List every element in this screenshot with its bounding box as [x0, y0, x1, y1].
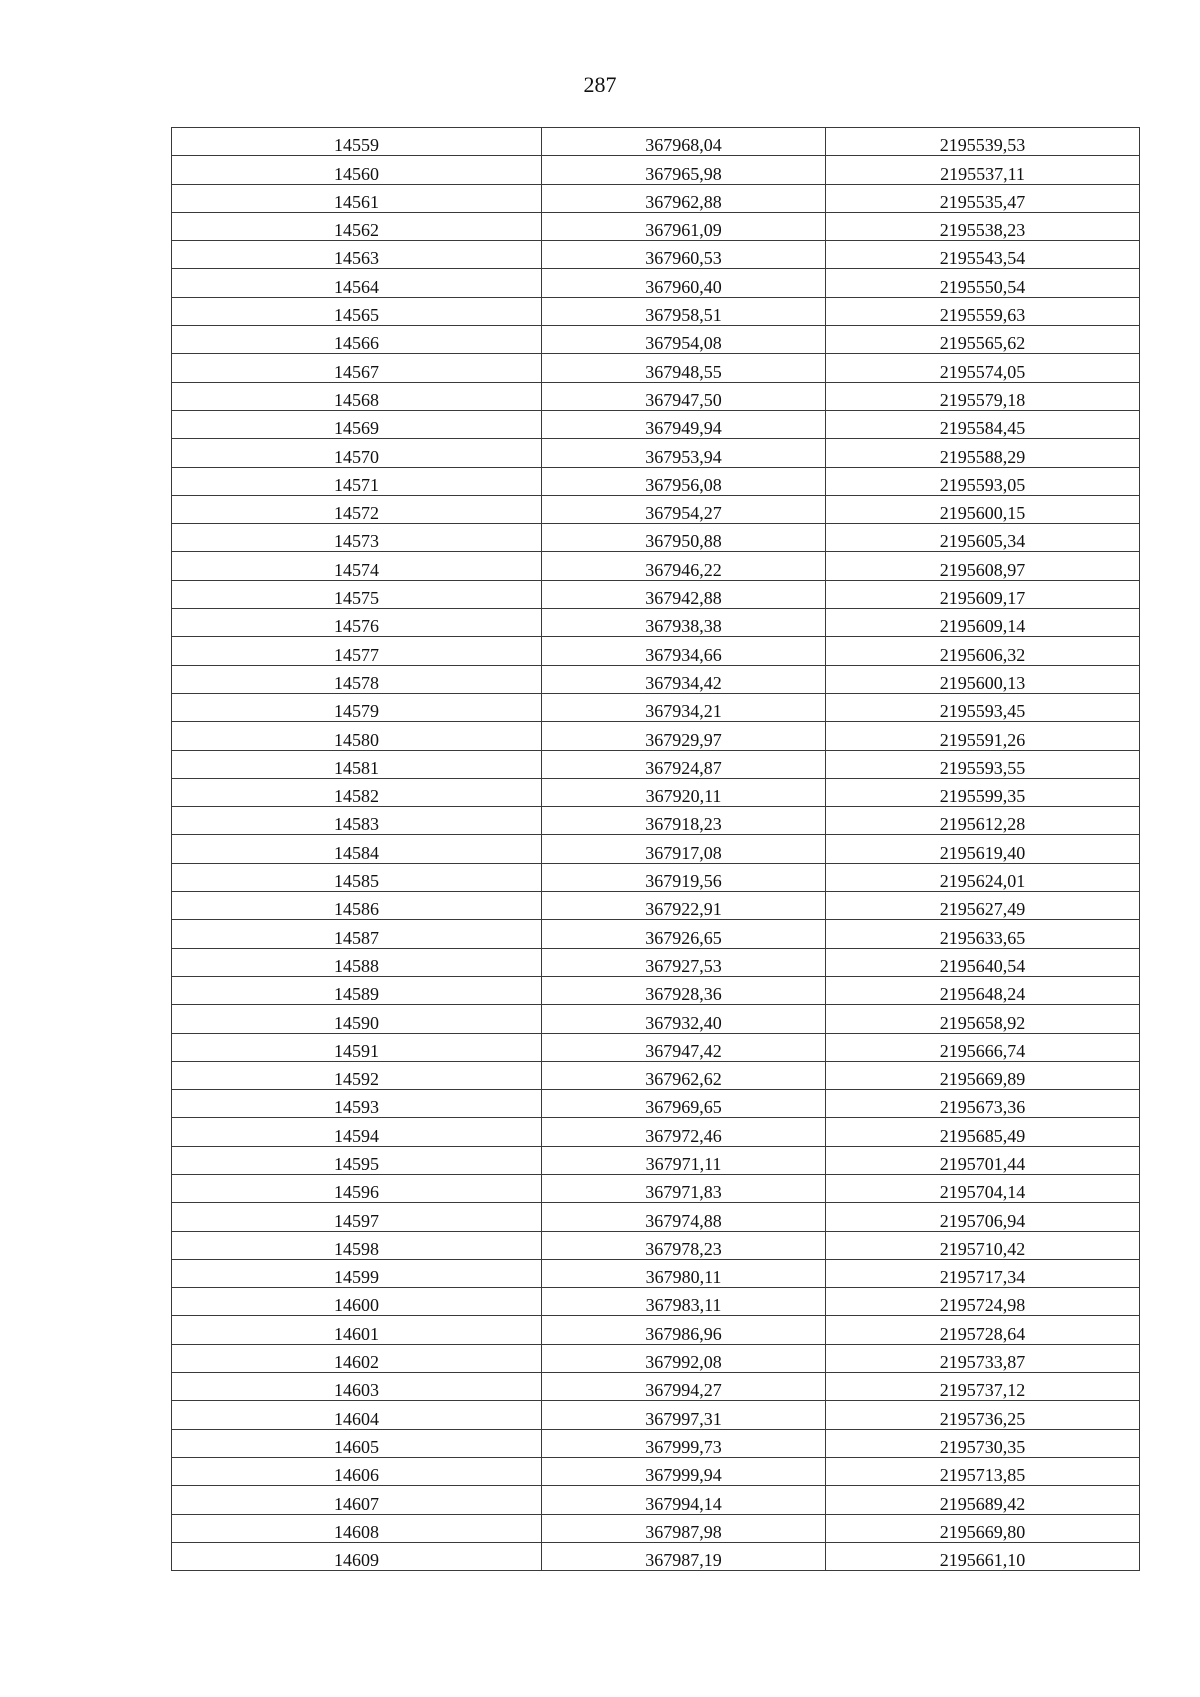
table-row — [172, 1203, 1140, 1231]
y-coordinate-cell: 2195537,11 — [826, 156, 1140, 184]
x-coordinate-cell: 367920,11 — [542, 778, 826, 806]
table-row — [172, 1090, 1140, 1118]
x-coordinate-cell: 367932,40 — [542, 1005, 826, 1033]
y-coordinate-cell: 2195661,10 — [826, 1542, 1140, 1570]
point-number-cell: 14565 — [172, 297, 542, 325]
table-row — [172, 778, 1140, 806]
table-row — [172, 297, 1140, 325]
y-coordinate-cell: 2195608,97 — [826, 552, 1140, 580]
table-row — [172, 212, 1140, 240]
table-row — [172, 184, 1140, 212]
point-number-cell: 14568 — [172, 382, 542, 410]
point-number-cell: 14595 — [172, 1146, 542, 1174]
point-number-cell: 14561 — [172, 184, 542, 212]
x-coordinate-cell: 367999,94 — [542, 1457, 826, 1485]
point-number-cell: 14576 — [172, 609, 542, 637]
y-coordinate-cell: 2195599,35 — [826, 778, 1140, 806]
table-row — [172, 1118, 1140, 1146]
table-row — [172, 920, 1140, 948]
point-number-cell: 14559 — [172, 128, 542, 156]
point-number-cell: 14598 — [172, 1231, 542, 1259]
table-row — [172, 1174, 1140, 1202]
x-coordinate-cell: 367929,97 — [542, 722, 826, 750]
y-coordinate-cell: 2195728,64 — [826, 1316, 1140, 1344]
point-number-cell: 14582 — [172, 778, 542, 806]
table-row — [172, 892, 1140, 920]
table-row — [172, 1259, 1140, 1287]
point-number-cell: 14605 — [172, 1429, 542, 1457]
x-coordinate-cell: 367947,50 — [542, 382, 826, 410]
point-number-cell: 14597 — [172, 1203, 542, 1231]
table-row — [172, 1373, 1140, 1401]
y-coordinate-cell: 2195736,25 — [826, 1401, 1140, 1429]
point-number-cell: 14603 — [172, 1373, 542, 1401]
point-number-cell: 14567 — [172, 354, 542, 382]
point-number-cell: 14599 — [172, 1259, 542, 1287]
table-row — [172, 1146, 1140, 1174]
point-number-cell: 14564 — [172, 269, 542, 297]
x-coordinate-cell: 367983,11 — [542, 1288, 826, 1316]
point-number-cell: 14600 — [172, 1288, 542, 1316]
point-number-cell: 14583 — [172, 807, 542, 835]
point-number-cell: 14574 — [172, 552, 542, 580]
x-coordinate-cell: 367960,40 — [542, 269, 826, 297]
y-coordinate-cell: 2195633,65 — [826, 920, 1140, 948]
x-coordinate-cell: 367974,88 — [542, 1203, 826, 1231]
table-row — [172, 382, 1140, 410]
point-number-cell: 14587 — [172, 920, 542, 948]
x-coordinate-cell: 367938,38 — [542, 609, 826, 637]
point-number-cell: 14577 — [172, 637, 542, 665]
table-row — [172, 1542, 1140, 1570]
table-row — [172, 410, 1140, 438]
page-number: 287 — [583, 72, 617, 97]
point-number-cell: 14575 — [172, 580, 542, 608]
x-coordinate-cell: 367992,08 — [542, 1344, 826, 1372]
table-row — [172, 241, 1140, 269]
table-row — [172, 439, 1140, 467]
table-row — [172, 863, 1140, 891]
x-coordinate-cell: 367934,21 — [542, 693, 826, 721]
x-coordinate-cell: 367950,88 — [542, 524, 826, 552]
y-coordinate-cell: 2195730,35 — [826, 1429, 1140, 1457]
y-coordinate-cell: 2195669,80 — [826, 1514, 1140, 1542]
x-coordinate-cell: 367949,94 — [542, 410, 826, 438]
table-row — [172, 1231, 1140, 1259]
y-coordinate-cell: 2195658,92 — [826, 1005, 1140, 1033]
x-coordinate-cell: 367994,27 — [542, 1373, 826, 1401]
table-row — [172, 807, 1140, 835]
y-coordinate-cell: 2195710,42 — [826, 1231, 1140, 1259]
x-coordinate-cell: 367997,31 — [542, 1401, 826, 1429]
y-coordinate-cell: 2195713,85 — [826, 1457, 1140, 1485]
x-coordinate-cell: 367934,42 — [542, 665, 826, 693]
x-coordinate-cell: 367956,08 — [542, 467, 826, 495]
x-coordinate-cell: 367962,62 — [542, 1061, 826, 1089]
x-coordinate-cell: 367965,98 — [542, 156, 826, 184]
point-number-cell: 14594 — [172, 1118, 542, 1146]
x-coordinate-cell: 367971,11 — [542, 1146, 826, 1174]
x-coordinate-cell: 367954,08 — [542, 326, 826, 354]
x-coordinate-cell: 367999,73 — [542, 1429, 826, 1457]
point-number-cell: 14609 — [172, 1542, 542, 1570]
point-number-cell: 14607 — [172, 1486, 542, 1514]
point-number-cell: 14596 — [172, 1174, 542, 1202]
x-coordinate-cell: 367962,88 — [542, 184, 826, 212]
x-coordinate-cell: 367924,87 — [542, 750, 826, 778]
table-row — [172, 580, 1140, 608]
y-coordinate-cell: 2195593,45 — [826, 693, 1140, 721]
table-row — [172, 1344, 1140, 1372]
x-coordinate-cell: 367987,19 — [542, 1542, 826, 1570]
point-number-cell: 14608 — [172, 1514, 542, 1542]
y-coordinate-cell: 2195538,23 — [826, 212, 1140, 240]
y-coordinate-cell: 2195591,26 — [826, 722, 1140, 750]
table-row — [172, 609, 1140, 637]
x-coordinate-cell: 367928,36 — [542, 976, 826, 1004]
x-coordinate-cell: 367919,56 — [542, 863, 826, 891]
x-coordinate-cell: 367968,04 — [542, 128, 826, 156]
y-coordinate-cell: 2195612,28 — [826, 807, 1140, 835]
x-coordinate-cell: 367946,22 — [542, 552, 826, 580]
table-row — [172, 1316, 1140, 1344]
y-coordinate-cell: 2195619,40 — [826, 835, 1140, 863]
point-number-cell: 14571 — [172, 467, 542, 495]
point-number-cell: 14592 — [172, 1061, 542, 1089]
y-coordinate-cell: 2195606,32 — [826, 637, 1140, 665]
x-coordinate-cell: 367972,46 — [542, 1118, 826, 1146]
x-coordinate-cell: 367926,65 — [542, 920, 826, 948]
table-row — [172, 948, 1140, 976]
x-coordinate-cell: 367942,88 — [542, 580, 826, 608]
point-number-cell: 14573 — [172, 524, 542, 552]
point-number-cell: 14579 — [172, 693, 542, 721]
y-coordinate-cell: 2195724,98 — [826, 1288, 1140, 1316]
y-coordinate-cell: 2195543,54 — [826, 241, 1140, 269]
y-coordinate-cell: 2195624,01 — [826, 863, 1140, 891]
point-number-cell: 14562 — [172, 212, 542, 240]
x-coordinate-cell: 367969,65 — [542, 1090, 826, 1118]
point-number-cell: 14585 — [172, 863, 542, 891]
x-coordinate-cell: 367948,55 — [542, 354, 826, 382]
y-coordinate-cell: 2195689,42 — [826, 1486, 1140, 1514]
y-coordinate-cell: 2195539,53 — [826, 128, 1140, 156]
table-row — [172, 467, 1140, 495]
table-row — [172, 976, 1140, 1004]
table-row — [172, 1514, 1140, 1542]
point-number-cell: 14601 — [172, 1316, 542, 1344]
point-number-cell: 14602 — [172, 1344, 542, 1372]
y-coordinate-cell: 2195550,54 — [826, 269, 1140, 297]
table-row — [172, 637, 1140, 665]
y-coordinate-cell: 2195648,24 — [826, 976, 1140, 1004]
x-coordinate-cell: 367978,23 — [542, 1231, 826, 1259]
x-coordinate-cell: 367958,51 — [542, 297, 826, 325]
point-number-cell: 14589 — [172, 976, 542, 1004]
table-row — [172, 835, 1140, 863]
y-coordinate-cell: 2195605,34 — [826, 524, 1140, 552]
table-row — [172, 1486, 1140, 1514]
point-number-cell: 14566 — [172, 326, 542, 354]
table-row — [172, 722, 1140, 750]
table-row — [172, 1033, 1140, 1061]
x-coordinate-cell: 367971,83 — [542, 1174, 826, 1202]
x-coordinate-cell: 367917,08 — [542, 835, 826, 863]
table-row — [172, 524, 1140, 552]
y-coordinate-cell: 2195565,62 — [826, 326, 1140, 354]
y-coordinate-cell: 2195535,47 — [826, 184, 1140, 212]
x-coordinate-cell: 367987,98 — [542, 1514, 826, 1542]
table-row — [172, 1401, 1140, 1429]
point-number-cell: 14572 — [172, 495, 542, 523]
x-coordinate-cell: 367947,42 — [542, 1033, 826, 1061]
y-coordinate-cell: 2195706,94 — [826, 1203, 1140, 1231]
y-coordinate-cell: 2195559,63 — [826, 297, 1140, 325]
table-row — [172, 1061, 1140, 1089]
y-coordinate-cell: 2195609,17 — [826, 580, 1140, 608]
point-number-cell: 14586 — [172, 892, 542, 920]
y-coordinate-cell: 2195737,12 — [826, 1373, 1140, 1401]
x-coordinate-cell: 367994,14 — [542, 1486, 826, 1514]
table-row — [172, 750, 1140, 778]
table-row — [172, 495, 1140, 523]
point-number-cell: 14606 — [172, 1457, 542, 1485]
y-coordinate-cell: 2195609,14 — [826, 609, 1140, 637]
table-row — [172, 693, 1140, 721]
table-row — [172, 128, 1140, 156]
coordinates-table-body — [172, 128, 1140, 1571]
point-number-cell: 14588 — [172, 948, 542, 976]
y-coordinate-cell: 2195673,36 — [826, 1090, 1140, 1118]
point-number-cell: 14569 — [172, 410, 542, 438]
point-number-cell: 14563 — [172, 241, 542, 269]
y-coordinate-cell: 2195701,44 — [826, 1146, 1140, 1174]
table-row — [172, 354, 1140, 382]
point-number-cell: 14593 — [172, 1090, 542, 1118]
x-coordinate-cell: 367918,23 — [542, 807, 826, 835]
y-coordinate-cell: 2195704,14 — [826, 1174, 1140, 1202]
x-coordinate-cell: 367980,11 — [542, 1259, 826, 1287]
y-coordinate-cell: 2195593,55 — [826, 750, 1140, 778]
y-coordinate-cell: 2195627,49 — [826, 892, 1140, 920]
y-coordinate-cell: 2195574,05 — [826, 354, 1140, 382]
y-coordinate-cell: 2195669,89 — [826, 1061, 1140, 1089]
point-number-cell: 14590 — [172, 1005, 542, 1033]
point-number-cell: 14578 — [172, 665, 542, 693]
y-coordinate-cell: 2195588,29 — [826, 439, 1140, 467]
x-coordinate-cell: 367922,91 — [542, 892, 826, 920]
y-coordinate-cell: 2195593,05 — [826, 467, 1140, 495]
y-coordinate-cell: 2195685,49 — [826, 1118, 1140, 1146]
y-coordinate-cell: 2195600,13 — [826, 665, 1140, 693]
coordinates-table — [171, 127, 1140, 1571]
table-row — [172, 326, 1140, 354]
point-number-cell: 14560 — [172, 156, 542, 184]
point-number-cell: 14581 — [172, 750, 542, 778]
point-number-cell: 14591 — [172, 1033, 542, 1061]
x-coordinate-cell: 367953,94 — [542, 439, 826, 467]
x-coordinate-cell: 367927,53 — [542, 948, 826, 976]
table-row — [172, 156, 1140, 184]
table-row — [172, 1005, 1140, 1033]
table-row — [172, 269, 1140, 297]
y-coordinate-cell: 2195640,54 — [826, 948, 1140, 976]
point-number-cell: 14584 — [172, 835, 542, 863]
y-coordinate-cell: 2195600,15 — [826, 495, 1140, 523]
x-coordinate-cell: 367934,66 — [542, 637, 826, 665]
y-coordinate-cell: 2195584,45 — [826, 410, 1140, 438]
point-number-cell: 14604 — [172, 1401, 542, 1429]
x-coordinate-cell: 367960,53 — [542, 241, 826, 269]
y-coordinate-cell: 2195579,18 — [826, 382, 1140, 410]
table-row — [172, 552, 1140, 580]
point-number-cell: 14570 — [172, 439, 542, 467]
y-coordinate-cell: 2195666,74 — [826, 1033, 1140, 1061]
table-row — [172, 1429, 1140, 1457]
x-coordinate-cell: 367986,96 — [542, 1316, 826, 1344]
x-coordinate-cell: 367954,27 — [542, 495, 826, 523]
table-row — [172, 665, 1140, 693]
y-coordinate-cell: 2195717,34 — [826, 1259, 1140, 1287]
y-coordinate-cell: 2195733,87 — [826, 1344, 1140, 1372]
x-coordinate-cell: 367961,09 — [542, 212, 826, 240]
table-row — [172, 1457, 1140, 1485]
point-number-cell: 14580 — [172, 722, 542, 750]
table-row — [172, 1288, 1140, 1316]
